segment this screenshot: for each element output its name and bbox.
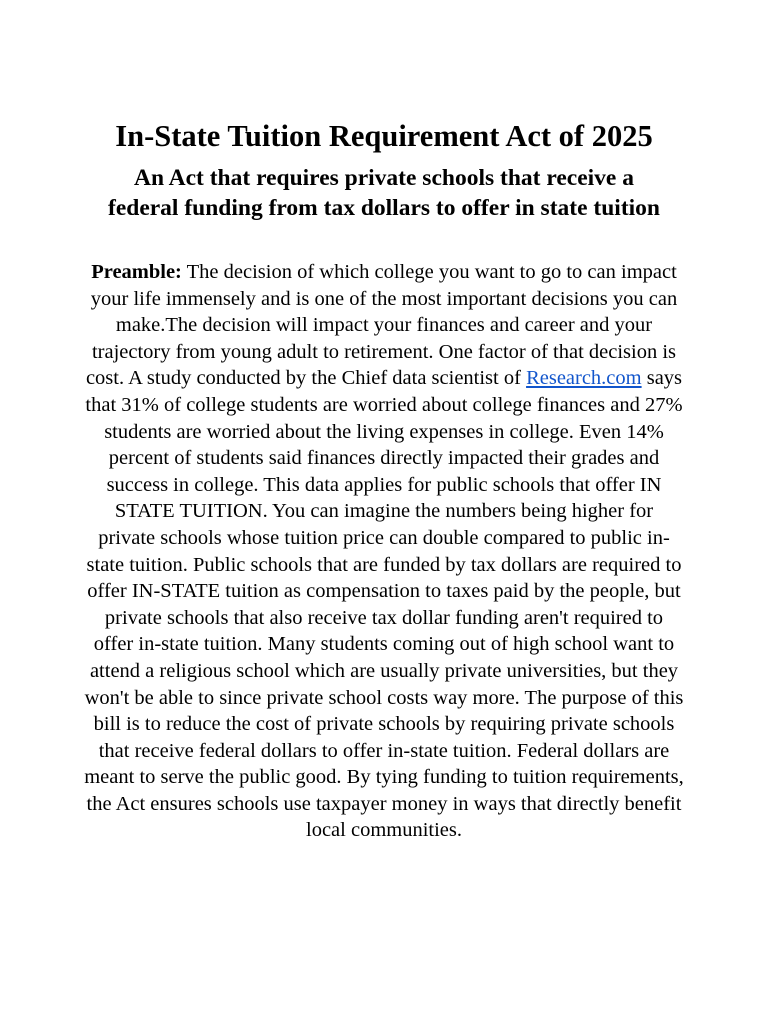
preamble-text-before-link: The decision of which college you want to go to can impact your life immensely and is one of the most important decisions you can make.The decision will impact your finances and career and your trajectory from young adult to retirement. One factor of that decision is cost. A study conducted by the Chief data scientist of [85, 261, 678, 390]
document-subtitle: An Act that requires private schools that receive a federal funding from tax dollars to offer in state tuition [108, 165, 660, 221]
research-com-link[interactable]: Research.com [526, 367, 642, 390]
preamble-paragraph [84, 259, 684, 844]
document-title: In-State Tuition Requirement Act of 2025 [115, 119, 653, 153]
preamble-label: Preamble: [91, 261, 182, 283]
preamble-text-after-link: says that 31% of college students are worried about college finances and 27% students are worried about the living expenses in college. Even 14% percent of students said finances directly impacted their grades and success in college. This data applies for public schools that offer IN STATE TUITION. You can imagine the numbers being higher for private schools whose tuition price can double compared to public in-state tuition. Public schools that are funded by tax dollars are required to offer IN-STATE tuition as compensation to taxes paid by the people, but private schools that also receive tax dollar funding aren't required to offer in-state tuition. Many students coming out of high school want to attend a religious school which are usually private universities, but they won't be able to since private school costs way more. The purpose of this bill is to reduce the cost of private schools by requiring private schools that receive federal dollars to offer in-state tuition. Federal dollars are meant to serve the public good. By tying funding to tuition requirements, the Act ensures schools use taxpayer money in ways that directly benefit local communities. [84, 367, 684, 842]
